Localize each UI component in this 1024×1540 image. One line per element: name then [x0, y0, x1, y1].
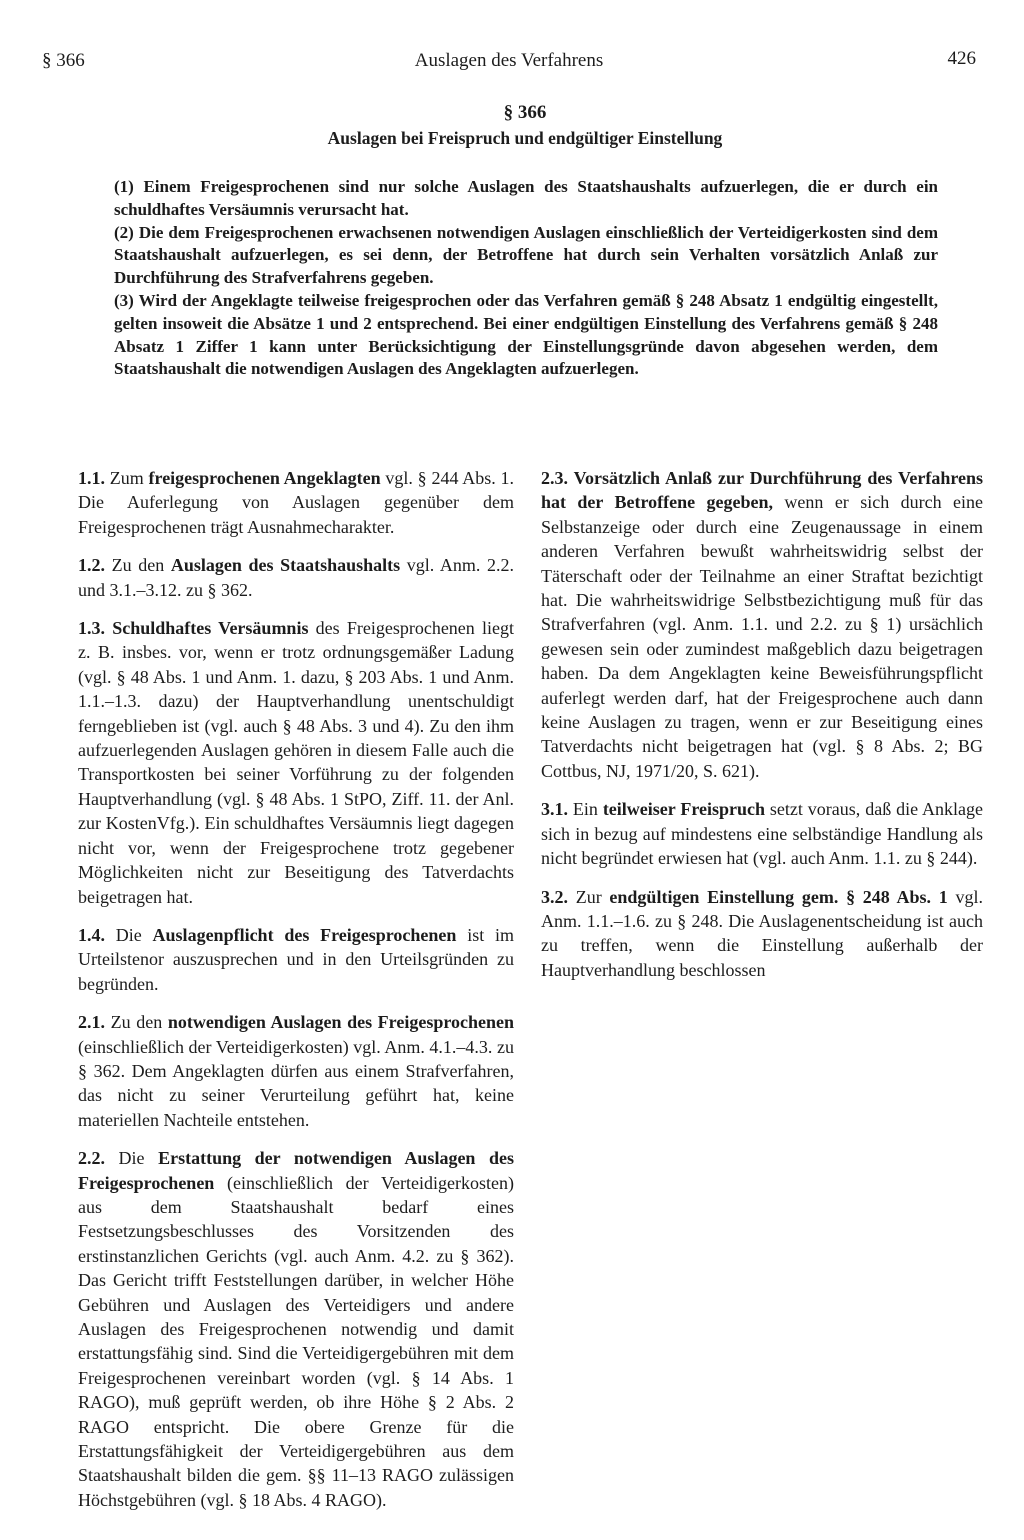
section-title: Auslagen bei Freispruch und endgültiger Einstellung — [327, 128, 723, 148]
statute-text — [114, 176, 938, 381]
note-2-1: 2.1. Zu den notwendigen Auslagen des Freigesprochenen (einschließlich der Verteidigerkosten) vgl. Anm. 4.1.–4.3. zu § 362. Dem Angeklagten dürfen aus einem Strafverfahren, das nicht zu seiner Verurteilung geführt hat, keine materiellen Nachteile entstehen. — [78, 1012, 514, 1130]
statute-paragraph-2: (2) Die dem Freigesprochenen erwachsenen notwendigen Auslagen einschließlich der Verteidigerkosten sind dem Staatshaushalt aufzuerlegen, es sei denn, der Betroffene hat durch sein Verhalten vorsätzlich Anlaß zur Durchführung des Strafverfahrens gegeben. — [114, 222, 938, 288]
header-section-ref: § 366 — [42, 50, 85, 71]
header-title: Auslagen des Verfahrens — [414, 50, 604, 71]
running-header — [42, 50, 976, 80]
commentary-left-column — [78, 466, 514, 1512]
page-number: 426 — [947, 48, 976, 69]
note-1-4: 1.4. Die Auslagenpflicht des Freigesprochenen ist im Urteilstenor auszusprechen und in den Urteilsgründen zu begründen. — [78, 924, 514, 994]
note-1-2: 1.2. Zu den Auslagen des Staatshaushalts vgl. Anm. 2.2. und 3.1.–3.12. zu § 362. — [78, 555, 514, 600]
note-3-1: 3.1. Ein teilweiser Freispruch setzt voraus, daß die Anklage sich in bezug auf mindestens eine selbständige Handlung als nicht begründet erwiesen hat (vgl. auch Anm. 1.1. zu § 244). — [541, 799, 983, 869]
note-2-3: 2.3. Vorsätzlich Anlaß zur Durchführung des Verfahrens hat der Betroffene gegeben, wenn er sich durch eine Selbstanzeige oder durch eine Zeugenaussage in einem anderen Verfahren bewußt wahrheitswidrig selbst der Täterschaft oder der Teilnahme an einer Straftat bezichtigt hat. Die wahrheitswidrige Selbstbezichtigung muß für das Strafverfahren (vgl. Anm. 1.1. und 2.2. zu § 1) ursächlich gewesen sein oder zumindest maßgeblich dazu beigetragen haben. Da dem Angeklagten keine Beweisführungspflicht auferlegt werden darf, hat der Freigesprochene auch dann keine Auslagen zu tragen, wenn er zur Beseitigung eines Tatverdachts nicht beigetragen hat (vgl. § 8 Abs. 2; BG Cottbus, NJ, 1971/20, S. 621). — [541, 468, 983, 781]
commentary-right-column — [541, 466, 983, 996]
note-1-1: 1.1. Zum freigesprochenen Angeklagten vgl. § 244 Abs. 1. Die Auferlegung von Auslagen gegenüber dem Freigesprochenen trägt Ausnahmecharakter. — [78, 468, 514, 537]
note-1-3: 1.3. Schuldhaftes Versäumnis des Freigesprochenen liegt z. B. insbes. vor, wenn er trotz ordnungsgemäßer Ladung (vgl. § 48 Abs. 1 und Anm. 1. dazu, § 203 Abs. 1 und Anm. 1.1.–1.3. dazu) der Hauptverhandlung unentschuldigt ferngeblieben ist (vgl. auch § 48 Abs. 3 und 4). Zu den ihm aufzuerlegenden Auslagen gehören in diesem Falle auch die Transportkosten bei seiner Vorführung zu der folgenden Hauptverhandlung (vgl. § 48 Abs. 1 StPO, Ziff. 11. der Anl. zur KostenVfg.). Ein schuldhaftes Versäumnis liegt dagegen nicht vor, wenn der Freigesprochene trotz gegebener Möglichkeiten nicht zur Beseitigung des Tatverdachts beigetragen hat. — [78, 618, 514, 907]
section-number: § 366 — [503, 102, 547, 123]
note-2-2: 2.2. Die Erstattung der notwendigen Auslagen des Freigesprochenen (einschließlich der Verteidigerkosten) aus dem Staatshaushalt bedarf eines Festsetzungsbeschlusses des Vorsitzenden des erstinstanzlichen Gerichts (vgl. auch Anm. 4.2. zu § 362). Das Gericht trifft Feststellungen darüber, in welcher Höhe Gebühren und Auslagen des Verteidigers und andere Auslagen des Freigesprochenen notwendig und damit erstattungsfähig sind. Sind die Verteidigergebühren mit dem Freigesprochenen vereinbart worden (vgl. § 14 Abs. 1 RAGO), muß geprüft werden, ob ihre Höhe § 2 Abs. 2 RAGO entspricht. Die obere Grenze für die Erstattungsfähigkeit der Verteidigergebühren aus dem Staatshaushalt bilden die gem. §§ 11–13 RAGO zulässigen Höchstgebühren (vgl. § 18 Abs. 4 RAGO). — [78, 1148, 514, 1510]
statute-paragraph-3: (3) Wird der Angeklagte teilweise freigesprochen oder das Verfahren gemäß § 248 Absatz 1 endgültig eingestellt, gelten insoweit die Absätze 1 und 2 entsprechend. Bei einer endgültigen Einstellung des Verfahrens gemäß § 248 Absatz 1 Ziffer 1 kann unter Berücksichtigung der Einstellungsgründe davon abgesehen werden, dem Staatshaushalt die notwendigen Auslagen des Angeklagten aufzuerlegen. — [114, 290, 938, 379]
note-3-2: 3.2. Zur endgültigen Einstellung gem. § 248 Abs. 1 vgl. Anm. 1.1.–1.6. zu § 248. Die Auslagenentscheidung ist auch zu treffen, wenn die Einstellung außerhalb der Hauptverhandlung beschlossen — [541, 886, 983, 980]
statute-paragraph-1: (1) Einem Freigesprochenen sind nur solche Auslagen des Staatshaushalts aufzuerlegen, die er durch ein schuldhaftes Versäumnis verursacht hat. — [114, 177, 938, 219]
